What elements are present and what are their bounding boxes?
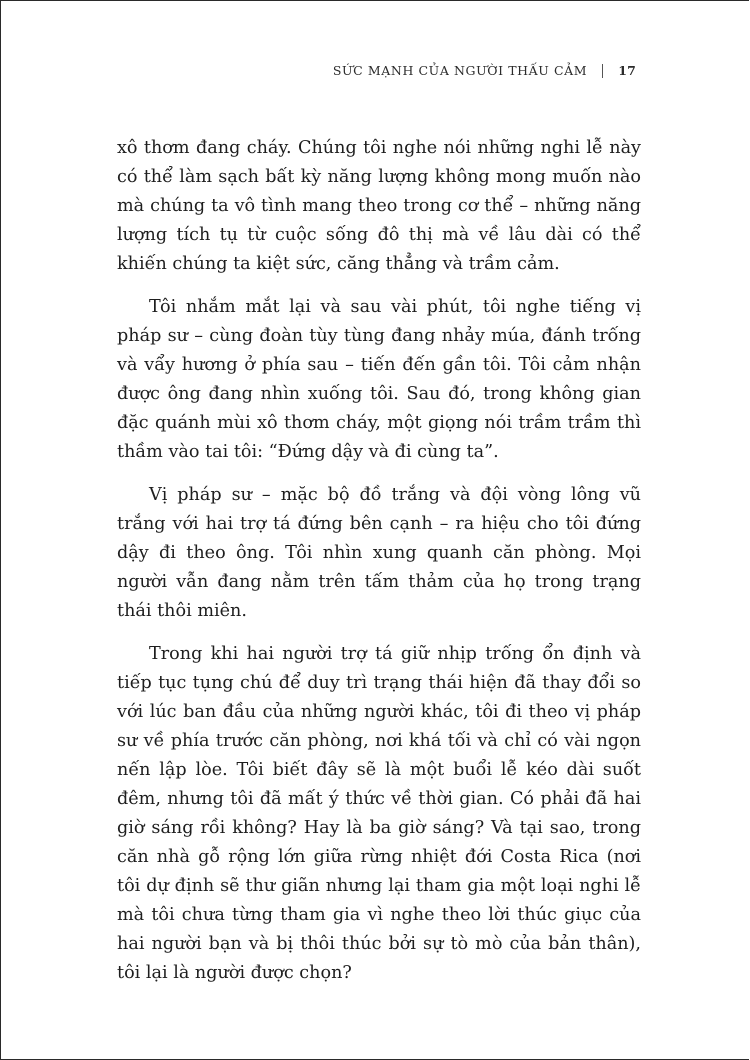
running-head — [333, 63, 636, 78]
page-number: 17 — [618, 63, 636, 78]
paragraph-3: Vị pháp sư – mặc bộ đồ trắng và đội vòng lông vũ trắng với hai trợ tá đứng bên cạnh – ra hiệu cho tôi đứng dậy đi theo ông. Tôi nhìn xung quanh căn phòng. Mọi người vẫn đang nằm trên tấm thảm của họ trong trạng thái thôi miên. — [117, 485, 641, 621]
header-separator — [602, 64, 603, 78]
paragraph-2: Tôi nhắm mắt lại và sau vài phút, tôi nghe tiếng vị pháp sư – cùng đoàn tùy tùng đang nhảy múa, đánh trống và vẩy hương ở phía sau – tiến đến gần tôi. Tôi cảm nhận được ông đang nhìn xuống tôi. Sau đó, trong không gian đặc quánh mùi xô thơm cháy, một giọng nói trầm trầm thì thầm vào tai tôi: “Đứng dậy và đi cùng ta”. — [117, 297, 641, 462]
body-text — [117, 134, 641, 1002]
paragraph-1: xô thơm đang cháy. Chúng tôi nghe nói những nghi lễ này có thể làm sạch bất kỳ năng lượng không mong muốn nào mà chúng ta vô tình mang theo trong cơ thể – những năng lượng tích tụ từ cuộc sống đô thị mà về lâu dài có thể khiến chúng ta kiệt sức, căng thẳng và trầm cảm. — [117, 138, 641, 274]
paragraph-4: Trong khi hai người trợ tá giữ nhịp trống ổn định và tiếp tục tụng chú để duy trì trạng thái hiện đã thay đổi so với lúc ban đầu của những người khác, tôi đi theo vị pháp sư về phía trước căn phòng, nơi khá tối và chỉ có vài ngọn nến lập lòe. Tôi biết đây sẽ là một buổi lễ kéo dài suốt đêm, nhưng tôi đã mất ý thức về thời gian. Có phải đã hai giờ sáng rồi không? Hay là ba giờ sáng? Và tại sao, trong căn nhà gỗ rộng lớn giữa rừng nhiệt đới Costa Rica (nơi tôi dự định sẽ thư giãn nhưng lại tham gia một loại nghi lễ mà tôi chưa từng tham gia vì nghe theo lời thúc giục của hai người bạn và bị thôi thúc bởi sự tò mò của bản thân), tôi lại là người được chọn? — [117, 644, 641, 983]
book-title: SỨC MẠNH CỦA NGƯỜI THẤU CẢM — [332, 63, 588, 78]
